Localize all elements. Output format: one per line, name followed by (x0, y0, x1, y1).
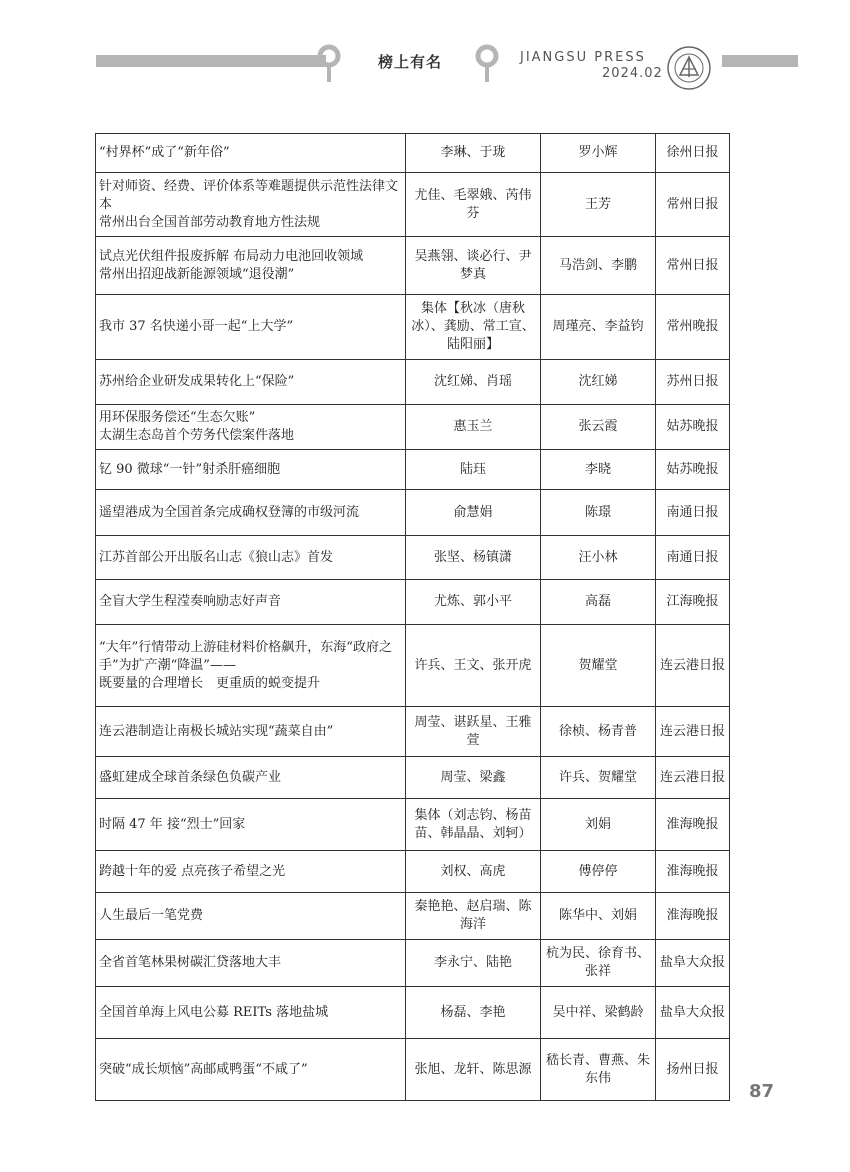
cell-editors: 陈璟 (541, 490, 656, 536)
cell-newspaper: 淮海晚报 (656, 799, 730, 851)
title-line: 常州出台全国首部劳动教育地方性法规 (99, 214, 321, 230)
cell-editors: 徐桢、杨青普 (541, 707, 656, 757)
cell-authors: 许兵、王文、张开虎 (406, 625, 541, 707)
cell-title (96, 799, 406, 851)
cell-title (96, 625, 406, 707)
cell-newspaper: 盐阜大众报 (656, 940, 730, 987)
cell-title (96, 940, 406, 987)
table-row (96, 490, 730, 536)
cell-authors: 周莹、梁鑫 (406, 757, 541, 799)
title-line: 突破“成长烦恼”高邮咸鸭蛋“不咸了” (99, 1061, 308, 1077)
cell-title (96, 1039, 406, 1101)
table-row (96, 237, 730, 295)
title-line: 连云港制造让南极长城站实现“蔬菜自由” (99, 723, 334, 739)
cell-title (96, 450, 406, 490)
table-row (96, 405, 730, 450)
issue-date: 2024.02 (602, 66, 663, 81)
cell-title (96, 405, 406, 450)
title-line: 太湖生态岛首个劳务代偿案件落地 (99, 428, 295, 443)
cell-authors: 集体【秋冰（唐秋冰）、龚励、常工宣、陆阳丽】 (406, 295, 541, 360)
cell-title (96, 580, 406, 625)
cell-authors: 俞慧娟 (406, 490, 541, 536)
jiangsu-press-seal-icon (664, 45, 714, 91)
table-row (96, 580, 730, 625)
table-row (96, 295, 730, 360)
cell-authors: 张坚、杨镇潇 (406, 536, 541, 580)
title-line: 我市 37 名快递小哥一起“上大学” (99, 319, 294, 334)
cell-newspaper: 淮海晚报 (656, 893, 730, 940)
title-line: 苏州给企业研发成果转化上“保险” (99, 374, 295, 389)
cell-title (96, 295, 406, 360)
section-title: 榜上有名 (378, 53, 443, 71)
title-line: 既要量的合理增长 更重质的蜕变提升 (99, 675, 321, 691)
cell-authors: 刘权、高虎 (406, 851, 541, 893)
cell-authors: 周莹、谌跃星、王雅萱 (406, 707, 541, 757)
title-line: 全省首笔林果树碳汇贷落地大丰 (99, 955, 282, 970)
cell-newspaper: 连云港日报 (656, 625, 730, 707)
cell-authors: 陆珏 (406, 450, 541, 490)
cell-title (96, 893, 406, 940)
cell-editors: 贺耀堂 (541, 625, 656, 707)
cell-editors: 许兵、贺耀堂 (541, 757, 656, 799)
cell-authors: 惠玉兰 (406, 405, 541, 450)
cell-title (96, 173, 406, 237)
pin-icon (474, 44, 500, 86)
title-line: 用环保服务偿还“生态欠账” (99, 410, 256, 425)
table-row (96, 536, 730, 580)
cell-newspaper: 江海晚报 (656, 580, 730, 625)
cell-authors: 杨磊、李艳 (406, 987, 541, 1039)
cell-editors: 马浩剑、李鹏 (541, 237, 656, 295)
cell-authors: 尤佳、毛翠娥、芮伟芬 (406, 173, 541, 237)
title-line: 针对师资、经费、评价体系等难题提供示范性法律文本 (99, 178, 399, 212)
title-line: 全盲大学生程滢奏响励志好声音 (99, 594, 282, 609)
cell-title (96, 490, 406, 536)
cell-newspaper: 南通日报 (656, 536, 730, 580)
cell-editors: 陈华中、刘娟 (541, 893, 656, 940)
title-line: 跨越十年的爱 点亮孩子希望之光 (99, 863, 286, 879)
cell-newspaper: 常州晚报 (656, 295, 730, 360)
cell-title (96, 536, 406, 580)
title-line: 人生最后一笔党费 (99, 908, 204, 923)
cell-newspaper: 苏州日报 (656, 360, 730, 405)
table-row (96, 360, 730, 405)
cell-title (96, 707, 406, 757)
cell-authors: 李永宁、陆艳 (406, 940, 541, 987)
title-line: 全国首单海上风电公募 REITs 落地盐城 (99, 1004, 329, 1020)
cell-editors: 高磊 (541, 580, 656, 625)
cell-title (96, 237, 406, 295)
cell-editors: 周瑾亮、李益钧 (541, 295, 656, 360)
cell-editors: 刘娟 (541, 799, 656, 851)
table-row (96, 987, 730, 1039)
cell-newspaper: 连云港日报 (656, 757, 730, 799)
cell-editors: 吴中祥、梁鹤龄 (541, 987, 656, 1039)
cell-authors: 张旭、龙轩、陈思源 (406, 1039, 541, 1101)
cell-editors: 杭为民、徐育书、张祥 (541, 940, 656, 987)
cell-newspaper: 常州日报 (656, 237, 730, 295)
title-line: 钇 90 微球“一针”射杀肝癌细胞 (99, 461, 281, 477)
cell-newspaper: 盐阜大众报 (656, 987, 730, 1039)
cell-newspaper: 南通日报 (656, 490, 730, 536)
table-row (96, 1039, 730, 1101)
header-bar-left (96, 55, 326, 67)
cell-title (96, 134, 406, 173)
page-number: 87 (749, 1081, 775, 1102)
cell-editors: 张云霞 (541, 405, 656, 450)
cell-editors: 李晓 (541, 450, 656, 490)
cell-editors: 沈红娣 (541, 360, 656, 405)
table-row (96, 173, 730, 237)
cell-newspaper: 姑苏晚报 (656, 450, 730, 490)
table-row (96, 134, 730, 173)
cell-authors: 吴燕翎、谈必行、尹梦真 (406, 237, 541, 295)
table-row (96, 940, 730, 987)
cell-editors: 嵇长青、曹燕、朱东伟 (541, 1039, 656, 1101)
pin-icon (316, 44, 342, 86)
title-line: “大年”行情带动上游硅材料价格飙升，东海“政府之手”为扩产潮“降温”—— (99, 639, 392, 673)
title-line: 常州出招迎战新能源领域“退役潮” (99, 266, 295, 282)
cell-newspaper: 连云港日报 (656, 707, 730, 757)
title-line: 遥望港成为全国首条完成确权登簿的市级河流 (99, 504, 360, 520)
title-line: 江苏首部公开出版名山志《狼山志》首发 (99, 549, 334, 565)
table-row (96, 799, 730, 851)
cell-editors: 王芳 (541, 173, 656, 237)
cell-title (96, 851, 406, 893)
cell-editors: 傅停停 (541, 851, 656, 893)
cell-authors: 尤炼、郭小平 (406, 580, 541, 625)
awards-table-body (96, 134, 730, 1101)
cell-title (96, 757, 406, 799)
title-line: 盛虹建成全球首条绿色负碳产业 (99, 769, 282, 785)
header-bar-right (722, 55, 798, 67)
publication-name: JIANGSU PRESS (520, 50, 646, 65)
cell-newspaper: 徐州日报 (656, 134, 730, 173)
cell-newspaper: 淮海晚报 (656, 851, 730, 893)
cell-newspaper: 姑苏晚报 (656, 405, 730, 450)
table-row (96, 757, 730, 799)
title-line: 时隔 47 年 接“烈士”回家 (99, 816, 246, 832)
table-row (96, 707, 730, 757)
cell-title (96, 987, 406, 1039)
cell-authors: 李琳、于珑 (406, 134, 541, 173)
cell-newspaper: 扬州日报 (656, 1039, 730, 1101)
table-row (96, 450, 730, 490)
cell-newspaper: 常州日报 (656, 173, 730, 237)
table-row (96, 851, 730, 893)
title-line: 试点光伏组件报废拆解 布局动力电池回收领域 (99, 248, 364, 264)
table-row (96, 625, 730, 707)
cell-authors: 秦艳艳、赵启瑞、陈海洋 (406, 893, 541, 940)
table-row (96, 893, 730, 940)
cell-authors: 沈红娣、肖瑶 (406, 360, 541, 405)
cell-title (96, 360, 406, 405)
cell-editors: 罗小辉 (541, 134, 656, 173)
title-line: “村界杯”成了“新年俗” (99, 145, 230, 160)
awards-table (95, 133, 730, 1101)
cell-authors: 集体（刘志钧、杨苗苗、韩晶晶、刘轲） (406, 799, 541, 851)
cell-editors: 汪小林 (541, 536, 656, 580)
